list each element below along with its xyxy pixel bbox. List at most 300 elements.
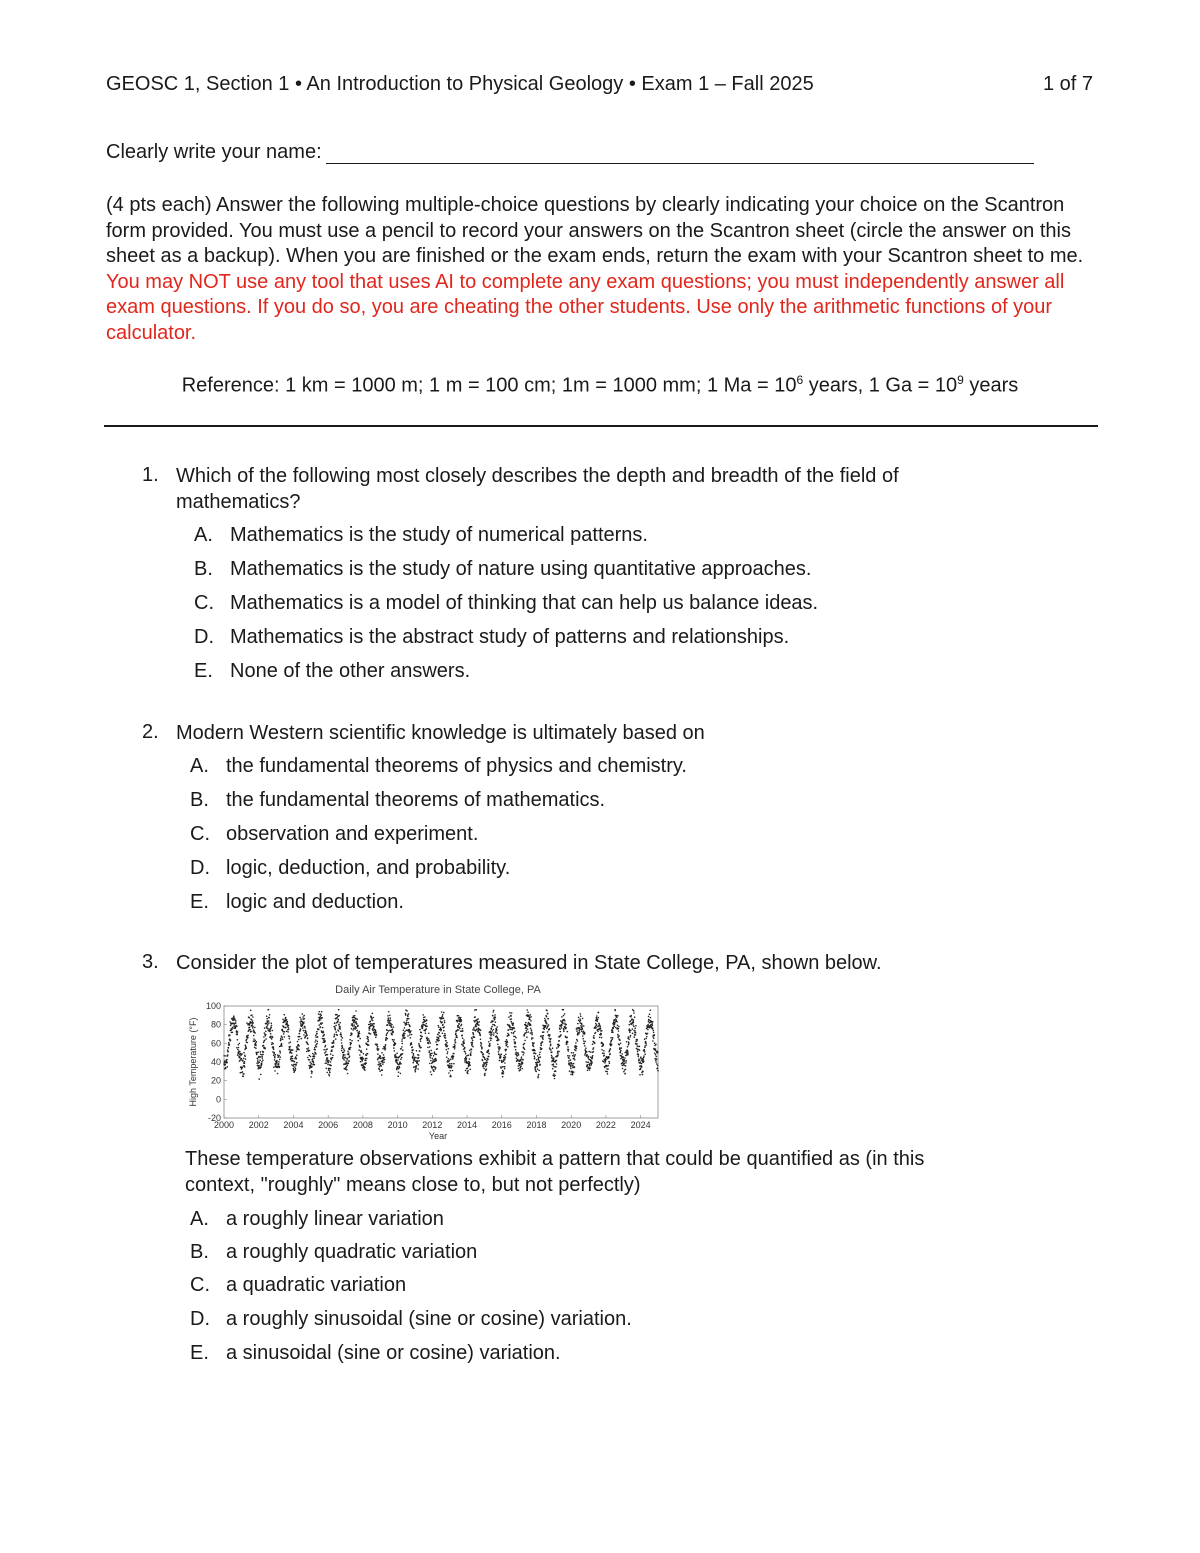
data-point: [418, 1060, 420, 1062]
data-point: [314, 1049, 316, 1051]
data-point: [318, 1029, 320, 1031]
data-point: [573, 1071, 575, 1073]
data-point: [512, 1029, 514, 1031]
data-point: [443, 1030, 445, 1032]
data-point: [593, 1051, 595, 1053]
data-point: [247, 1035, 249, 1037]
data-point: [406, 1019, 408, 1021]
data-point: [641, 1063, 643, 1065]
data-point: [334, 1022, 336, 1024]
data-point: [567, 1055, 569, 1057]
data-point: [441, 1011, 443, 1013]
data-point: [563, 1029, 565, 1031]
data-point: [646, 1044, 648, 1046]
data-point: [348, 1063, 350, 1065]
data-point: [438, 1027, 440, 1029]
data-point: [544, 1018, 546, 1020]
data-point: [359, 1054, 361, 1056]
data-point: [266, 1026, 268, 1028]
data-point: [576, 1048, 578, 1050]
data-point: [362, 1058, 364, 1060]
data-point: [397, 1059, 399, 1061]
data-point: [582, 1035, 584, 1037]
data-point: [381, 1065, 383, 1067]
data-point: [255, 1047, 257, 1049]
data-point: [500, 1057, 502, 1059]
data-point: [424, 1016, 426, 1018]
data-point: [410, 1037, 412, 1039]
data-point: [364, 1067, 366, 1069]
data-point: [568, 1049, 570, 1051]
data-point: [656, 1056, 658, 1058]
data-point: [601, 1049, 603, 1051]
data-point: [309, 1050, 311, 1052]
data-point: [543, 1031, 545, 1033]
data-point: [237, 1034, 239, 1036]
data-point: [543, 1028, 545, 1030]
data-point: [553, 1059, 555, 1061]
data-point: [249, 1017, 251, 1019]
data-point: [242, 1067, 244, 1069]
data-point: [598, 1017, 600, 1019]
data-point: [653, 1030, 655, 1032]
name-write-line[interactable]: [326, 143, 1034, 164]
data-point: [473, 1032, 475, 1034]
data-point: [348, 1052, 350, 1054]
data-point: [406, 1010, 408, 1012]
data-point: [535, 1066, 537, 1068]
question-3-choice-b[interactable]: [190, 1241, 477, 1264]
data-point: [420, 1047, 422, 1049]
data-point: [588, 1051, 590, 1053]
y-tick-label: 60: [210, 1038, 221, 1049]
data-point: [303, 1021, 305, 1023]
data-point: [385, 1047, 387, 1049]
data-point: [600, 1033, 602, 1035]
data-point: [653, 1038, 655, 1040]
data-point: [288, 1028, 290, 1030]
data-point: [329, 1070, 331, 1072]
data-point: [572, 1074, 574, 1076]
data-point: [603, 1061, 605, 1063]
data-point: [261, 1056, 263, 1058]
data-point: [484, 1057, 486, 1059]
data-point: [262, 1057, 264, 1059]
data-point: [425, 1032, 427, 1034]
data-point: [624, 1060, 626, 1062]
data-point: [278, 1061, 280, 1063]
data-point: [652, 1024, 654, 1026]
data-point: [262, 1059, 264, 1061]
data-point: [610, 1037, 612, 1039]
data-point: [247, 1036, 249, 1038]
data-point: [426, 1037, 428, 1039]
data-point: [526, 1030, 528, 1032]
data-point: [464, 1061, 466, 1063]
data-point: [646, 1036, 648, 1038]
data-point: [605, 1061, 607, 1063]
data-point: [312, 1053, 314, 1055]
data-point: [498, 1054, 500, 1056]
data-point: [417, 1062, 419, 1064]
data-point: [366, 1055, 368, 1057]
data-point: [376, 1047, 378, 1049]
data-point: [352, 1029, 354, 1031]
data-point: [455, 1042, 457, 1044]
data-point: [587, 1054, 589, 1056]
question-3-choice-d[interactable]: [190, 1308, 632, 1331]
data-point: [501, 1054, 503, 1056]
data-point: [380, 1057, 382, 1059]
data-point: [501, 1060, 503, 1062]
question-2-choice-b[interactable]: [190, 789, 605, 812]
data-point: [552, 1068, 554, 1070]
data-point: [522, 1068, 524, 1070]
question-1-choice-e[interactable]: [194, 660, 470, 683]
data-point: [332, 1055, 334, 1057]
data-point: [444, 1022, 446, 1024]
data-point: [231, 1028, 233, 1030]
data-point: [298, 1039, 300, 1041]
data-point: [241, 1058, 243, 1060]
data-point: [272, 1043, 274, 1045]
data-point: [400, 1058, 402, 1060]
data-point: [383, 1057, 385, 1059]
question-2-choice-d[interactable]: [190, 857, 510, 880]
question-3-choice-c[interactable]: [190, 1274, 406, 1297]
data-point: [232, 1027, 234, 1029]
data-point: [597, 1018, 599, 1020]
data-point: [268, 1017, 270, 1019]
data-point: [250, 1010, 252, 1012]
data-point: [566, 1037, 568, 1039]
data-point: [572, 1072, 574, 1074]
data-point: [616, 1019, 618, 1021]
data-point: [252, 1022, 254, 1024]
data-point: [480, 1039, 482, 1041]
data-point: [325, 1060, 327, 1062]
data-point: [612, 1029, 614, 1031]
data-point: [341, 1036, 343, 1038]
data-point: [650, 1017, 652, 1019]
data-point: [484, 1073, 486, 1075]
data-point: [469, 1050, 471, 1052]
data-point: [332, 1057, 334, 1059]
data-point: [402, 1043, 404, 1045]
data-point: [313, 1062, 315, 1064]
data-point: [610, 1042, 612, 1044]
data-point: [645, 1043, 647, 1045]
exam-header-title: GEOSC 1, Section 1 • An Introduction to Physical Geology • Exam 1 – Fall 2025: [106, 73, 814, 95]
data-point: [300, 1018, 302, 1020]
question-2-choice-e[interactable]: [190, 891, 404, 914]
data-point: [436, 1054, 438, 1056]
data-point: [270, 1033, 272, 1035]
data-point: [426, 1020, 428, 1022]
data-point: [260, 1074, 262, 1076]
data-point: [339, 1022, 341, 1024]
data-point: [623, 1065, 625, 1067]
x-tick-label: 2018: [526, 1120, 547, 1130]
data-point: [302, 1027, 304, 1029]
data-point: [250, 1029, 252, 1031]
data-point: [327, 1054, 329, 1056]
data-point: [266, 1023, 268, 1025]
data-point: [354, 1017, 356, 1019]
data-point: [234, 1018, 236, 1020]
data-point: [279, 1056, 281, 1058]
data-point: [627, 1052, 629, 1054]
data-point: [620, 1047, 622, 1049]
x-tick-label: 2022: [595, 1120, 616, 1130]
data-point: [449, 1063, 451, 1065]
data-point: [431, 1074, 433, 1076]
data-point: [573, 1063, 575, 1065]
data-point: [444, 1020, 446, 1022]
data-point: [383, 1061, 385, 1063]
data-point: [610, 1048, 612, 1050]
data-point: [451, 1065, 453, 1067]
data-point: [583, 1025, 585, 1027]
data-point: [395, 1043, 397, 1045]
choice-text: a roughly quadratic variation: [226, 1241, 478, 1263]
data-point: [446, 1044, 448, 1046]
question-1-choice-b[interactable]: [194, 558, 811, 581]
data-point: [577, 1040, 579, 1042]
question-2-choice-a[interactable]: [190, 755, 687, 778]
data-point: [308, 1055, 310, 1057]
data-point: [407, 1035, 409, 1037]
data-point: [442, 1024, 444, 1026]
data-point: [373, 1026, 375, 1028]
data-point: [592, 1055, 594, 1057]
data-point: [642, 1074, 644, 1076]
data-point: [504, 1068, 506, 1070]
data-point: [559, 1028, 561, 1030]
data-point: [608, 1057, 610, 1059]
data-point: [649, 1027, 651, 1029]
data-point: [340, 1028, 342, 1030]
data-point: [257, 1051, 259, 1053]
data-point: [526, 1032, 528, 1034]
data-point: [633, 1010, 635, 1012]
data-point: [530, 1020, 532, 1022]
data-point: [310, 1056, 312, 1058]
data-point: [324, 1040, 326, 1042]
data-point: [465, 1053, 467, 1055]
data-point: [579, 1031, 581, 1033]
data-point: [504, 1062, 506, 1064]
data-point: [294, 1070, 296, 1072]
data-point: [349, 1055, 351, 1057]
data-point: [627, 1054, 629, 1056]
data-point: [512, 1024, 514, 1026]
data-point: [249, 1024, 251, 1026]
data-point: [306, 1035, 308, 1037]
data-point: [511, 1032, 513, 1034]
data-point: [302, 1016, 304, 1018]
question-1-choice-c[interactable]: [194, 592, 818, 615]
data-point: [244, 1061, 246, 1063]
data-point: [603, 1054, 605, 1056]
data-point: [495, 1032, 497, 1034]
data-point: [644, 1051, 646, 1053]
data-point: [418, 1054, 420, 1056]
data-point: [294, 1058, 296, 1060]
data-point: [643, 1060, 645, 1062]
data-point: [508, 1029, 510, 1031]
question-1-choice-a[interactable]: [194, 524, 648, 547]
data-point: [263, 1051, 265, 1053]
data-point: [353, 1024, 355, 1026]
data-point: [582, 1018, 584, 1020]
data-point: [400, 1073, 402, 1075]
data-point: [429, 1046, 431, 1048]
data-point: [447, 1053, 449, 1055]
data-point: [515, 1037, 517, 1039]
data-point: [493, 1010, 495, 1012]
data-point: [413, 1054, 415, 1056]
question-3-choice-e[interactable]: [190, 1342, 561, 1365]
data-point: [575, 1054, 577, 1056]
data-point: [486, 1064, 488, 1066]
data-point: [359, 1038, 361, 1040]
data-point: [631, 1018, 633, 1020]
data-point: [443, 1026, 445, 1028]
data-point: [393, 1041, 395, 1043]
data-point: [624, 1057, 626, 1059]
data-point: [513, 1023, 515, 1025]
data-point: [524, 1043, 526, 1045]
data-point: [397, 1075, 399, 1077]
data-point: [456, 1037, 458, 1039]
data-point: [596, 1024, 598, 1026]
data-point: [360, 1061, 362, 1063]
data-point: [565, 1027, 567, 1029]
data-point: [636, 1043, 638, 1045]
data-point: [428, 1033, 430, 1035]
data-point: [629, 1024, 631, 1026]
data-point: [625, 1065, 627, 1067]
data-point: [319, 1011, 321, 1013]
data-point: [522, 1059, 524, 1061]
data-point: [408, 1013, 410, 1015]
data-point: [615, 1027, 617, 1029]
data-point: [278, 1063, 280, 1065]
data-point: [461, 1020, 463, 1022]
data-point: [396, 1060, 398, 1062]
data-point: [341, 1039, 343, 1041]
data-point: [409, 1026, 411, 1028]
data-point: [567, 1041, 569, 1043]
data-point: [645, 1038, 647, 1040]
data-point: [542, 1041, 544, 1043]
question-3-choice-a[interactable]: [190, 1208, 444, 1231]
data-point: [256, 1053, 258, 1055]
data-point: [472, 1040, 474, 1042]
data-point: [507, 1046, 509, 1048]
data-point: [251, 1014, 253, 1016]
data-point: [331, 1059, 333, 1061]
data-point: [413, 1053, 415, 1055]
data-point: [286, 1031, 288, 1033]
data-point: [315, 1035, 317, 1037]
data-point: [365, 1062, 367, 1064]
data-point: [409, 1034, 411, 1036]
data-point: [310, 1064, 312, 1066]
data-point: [445, 1035, 447, 1037]
question-3-number: 3.: [142, 951, 159, 973]
data-point: [485, 1059, 487, 1061]
data-point: [354, 1020, 356, 1022]
data-point: [243, 1075, 245, 1077]
data-point: [252, 1026, 254, 1028]
choice-letter: C.: [190, 823, 210, 845]
data-point: [492, 1011, 494, 1013]
data-point: [452, 1070, 454, 1072]
data-point: [345, 1060, 347, 1062]
x-tick-label: 2020: [561, 1120, 582, 1130]
question-1-choice-d[interactable]: [194, 626, 789, 649]
data-point: [239, 1051, 241, 1053]
data-point: [239, 1043, 241, 1045]
data-point: [357, 1030, 359, 1032]
data-point: [431, 1065, 433, 1067]
data-point: [483, 1068, 485, 1070]
data-point: [515, 1049, 517, 1051]
data-point: [437, 1044, 439, 1046]
data-point: [603, 1050, 605, 1052]
data-point: [545, 1019, 547, 1021]
data-point: [333, 1042, 335, 1044]
data-point: [657, 1051, 659, 1053]
data-point: [385, 1044, 387, 1046]
data-point: [513, 1032, 515, 1034]
data-point: [334, 1034, 336, 1036]
data-point: [539, 1052, 541, 1054]
data-point: [393, 1039, 395, 1041]
data-point: [593, 1037, 595, 1039]
data-point: [469, 1058, 471, 1060]
data-point: [619, 1039, 621, 1041]
data-point: [419, 1045, 421, 1047]
data-point: [304, 1018, 306, 1020]
data-point: [343, 1048, 345, 1050]
data-point: [640, 1057, 642, 1059]
data-point: [375, 1032, 377, 1034]
data-point: [644, 1038, 646, 1040]
question-3-followup: These temperature observations exhibit a pattern that could be quantified as (in this context, "roughly" means close to, but not perfectly): [185, 1148, 925, 1196]
data-point: [338, 1019, 340, 1021]
data-point: [261, 1061, 263, 1063]
data-point: [543, 1035, 545, 1037]
data-point: [276, 1060, 278, 1062]
data-point: [608, 1061, 610, 1063]
data-point: [309, 1059, 311, 1061]
data-point: [510, 1029, 512, 1031]
data-point: [341, 1042, 343, 1044]
data-point: [324, 1038, 326, 1040]
data-point: [387, 1021, 389, 1023]
data-point: [392, 1031, 394, 1033]
data-point: [289, 1047, 291, 1049]
question-2-choice-c[interactable]: [190, 823, 478, 846]
data-point: [656, 1058, 658, 1060]
data-point: [384, 1059, 386, 1061]
data-point: [570, 1059, 572, 1061]
data-point: [608, 1051, 610, 1053]
data-point: [279, 1051, 281, 1053]
